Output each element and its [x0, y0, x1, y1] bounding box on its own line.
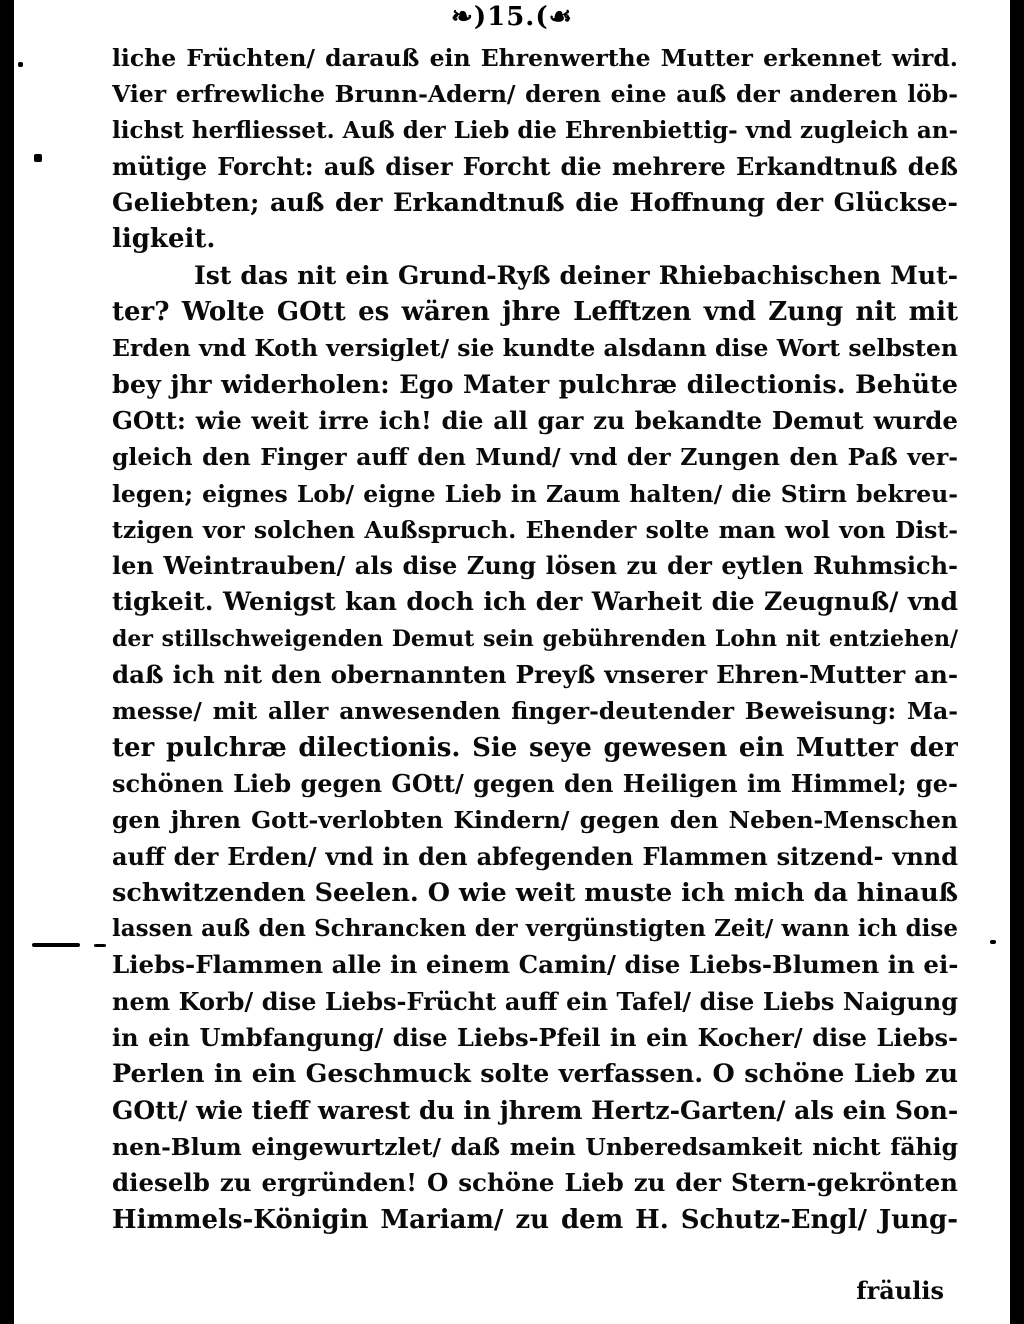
- text-line: lichst herfliesset. Auß der Lieb die Ehrenbiettig- vnd zugleich an-: [112, 116, 958, 144]
- margin-mark-lower: [32, 943, 80, 947]
- text-line: Ist das nit ein Grund-Ryß deiner Rhiebachischen Mut-: [194, 260, 958, 290]
- text-line: ter? Wolte GOtt es wären jhre Lefftzen vnd Zung nit mit: [112, 297, 958, 328]
- page-number-header: ❧)15.(☙: [451, 2, 573, 32]
- text-line: lassen auß den Schrancken der vergünstigten Zeit/ wann ich dise: [112, 915, 958, 943]
- catchword: fräulis: [856, 1276, 944, 1305]
- text-line: liche Früchten/ darauß ein Ehrenwerthe Mutter erkennet wird.: [112, 44, 958, 72]
- book-page: [14, 0, 1010, 1324]
- text-line: messe/ mit aller anwesenden finger-deutender Beweisung: Ma-: [112, 697, 958, 726]
- text-line: nen-Blum eingewurtzlet/ daß mein Unberedsamkeit nicht fähig: [112, 1132, 958, 1161]
- text-line: GOtt/ wie tieff warest du in jhrem Hertz-Garten/ als ein Son-: [112, 1095, 958, 1125]
- margin-mark-right: [990, 940, 996, 944]
- text-line: len Weintrauben/ als dise Zung lösen zu der eytlen Ruhmsich-: [112, 551, 958, 581]
- text-line: bey jhr widerholen: Ego Mater pulchræ dilectionis. Behüte: [112, 369, 958, 400]
- text-line: tigkeit. Wenigst kan doch ich der Warheit die Zeugnuß/ vnd: [112, 587, 958, 617]
- text-line: auff der Erden/ vnd in den abfegenden Flammen sitzend- vnnd: [112, 841, 958, 871]
- text-line: Liebs-Flammen alle in einem Camin/ dise Liebs-Blumen in ei-: [112, 950, 958, 980]
- text-line: daß ich nit den obernannten Preyß vnserer Ehren-Mutter an-: [112, 660, 958, 690]
- margin-mark-top: [18, 62, 23, 67]
- text-line: schwitzenden Seelen. O wie weit muste ich mich da hinauß: [112, 877, 958, 908]
- page-body-text: [112, 40, 958, 1238]
- margin-mark-lower-right: [94, 944, 106, 947]
- text-line: Geliebten; auß der Erkandtnuß die Hoffnung der Glückse-: [112, 188, 958, 219]
- text-line: Erden vnd Koth versiglet/ sie kundte alsdann dise Wort selbsten: [112, 334, 958, 363]
- text-line: tzigen vor solchen Außspruch. Ehender solte man wol von Dist-: [112, 515, 958, 544]
- text-line: Himmels-Königin Mariam/ zu dem H. Schutz-Engl/ Jung-: [112, 1204, 958, 1235]
- text-line: der stillschweigenden Demut sein gebührenden Lohn nit entziehen/: [112, 625, 958, 652]
- margin-mark-middle: [34, 154, 42, 162]
- text-line: Vier erfrewliche Brunn-Adern/ deren eine auß der anderen löb-: [112, 80, 958, 109]
- text-line: ligkeit.: [112, 224, 216, 255]
- text-line: ter pulchræ dilectionis. Sie seye gewesen ein Mutter der: [112, 732, 958, 763]
- text-line: dieselb zu ergründen! O schöne Lieb zu der Stern-gekrönten: [112, 1168, 958, 1198]
- text-line: Perlen in ein Geschmuck solte verfassen. O schöne Lieb zu: [112, 1059, 958, 1090]
- text-line: mütige Forcht: auß diser Forcht die mehrere Erkandtnuß deß: [112, 151, 958, 181]
- text-line: gleich den Finger auff den Mund/ vnd der Zungen den Paß ver-: [112, 443, 958, 472]
- text-line: nem Korb/ dise Liebs-Frücht auff ein Tafel/ dise Liebs Naigung: [112, 986, 958, 1016]
- text-line: legen; eignes Lob/ eigne Lieb in Zaum halten/ die Stirn bekreu-: [112, 479, 958, 508]
- text-line: schönen Lieb gegen GOtt/ gegen den Heiligen im Himmel; ge-: [112, 768, 958, 798]
- text-line: in ein Umbfangung/ dise Liebs-Pfeil in ein Kocher/ dise Liebs-: [112, 1023, 958, 1053]
- text-line: GOtt: wie weit irre ich! die all gar zu bekandte Demut wurde: [112, 405, 958, 435]
- text-line: gen jhren Gott-verlobten Kindern/ gegen den Neben-Menschen: [112, 806, 958, 835]
